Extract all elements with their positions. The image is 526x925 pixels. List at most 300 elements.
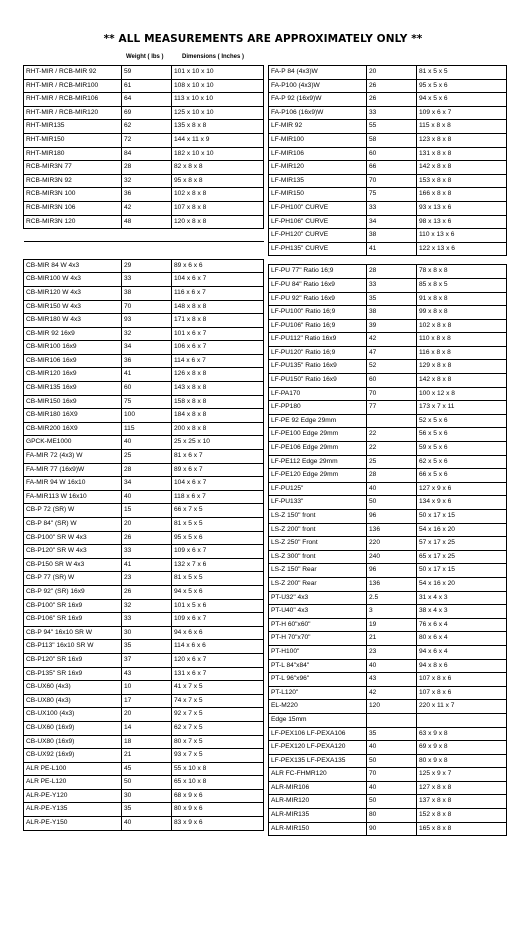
table-row xyxy=(269,292,507,306)
dimensions-cell: 66 x 5 x 6 xyxy=(417,469,507,483)
table-row xyxy=(269,188,507,202)
dimensions-cell: 101 x 6 x 7 xyxy=(172,327,264,341)
model-cell: FA-MIR 72 (4x3) W xyxy=(24,450,122,464)
weight-cell xyxy=(367,414,417,428)
weight-cell: 42 xyxy=(367,333,417,347)
weight-cell: 115 xyxy=(122,422,172,436)
empty-cell xyxy=(367,256,417,265)
dimensions-cell: 52 x 5 x 6 xyxy=(417,414,507,428)
model-cell: RHT-MIR / RCB-MIR120 xyxy=(24,106,122,120)
table-row xyxy=(24,477,264,491)
model-cell: CB-P 72 (SR) W xyxy=(24,504,122,518)
weight-cell: 35 xyxy=(122,803,172,817)
weight-cell: 33 xyxy=(122,273,172,287)
dimensions-cell: 143 x 8 x 8 xyxy=(172,382,264,396)
model-cell: PT-U32" 4x3 xyxy=(269,591,367,605)
weight-cell: 136 xyxy=(367,577,417,591)
weight-cell: 39 xyxy=(367,319,417,333)
dimensions-cell: 131 x 6 x 7 xyxy=(172,667,264,681)
weight-cell: 42 xyxy=(122,201,172,215)
model-cell: CB-MIR200 16X9 xyxy=(24,422,122,436)
table-row xyxy=(269,768,507,782)
dimensions-cell: 126 x 8 x 8 xyxy=(172,368,264,382)
table-row xyxy=(269,242,507,256)
table-row xyxy=(24,653,264,667)
dimensions-cell: 57 x 17 x 25 xyxy=(417,537,507,551)
weight-cell: 72 xyxy=(122,133,172,147)
weight-cell: 40 xyxy=(122,817,172,831)
weight-cell: 20 xyxy=(367,66,417,80)
weight-cell: 23 xyxy=(367,645,417,659)
dimensions-cell: 92 x 7 x 5 xyxy=(172,708,264,722)
dimensions-cell: 107 x 8 x 6 xyxy=(417,686,507,700)
weight-cell: 90 xyxy=(367,822,417,836)
weight-cell: 33 xyxy=(367,201,417,215)
weight-cell: 240 xyxy=(367,550,417,564)
weight-cell: 36 xyxy=(122,354,172,368)
dimensions-cell: 50 x 17 x 15 xyxy=(417,564,507,578)
table-row xyxy=(269,229,507,243)
table-row xyxy=(24,422,264,436)
dimensions-cell: 80 x 7 x 5 xyxy=(172,735,264,749)
dimensions-cell: 89 x 6 x 7 xyxy=(172,463,264,477)
table-row xyxy=(24,106,264,120)
dimensions-cell: 98 x 13 x 6 xyxy=(417,215,507,229)
weight-cell: 33 xyxy=(122,613,172,627)
dimensions-column-header: Dimensions ( Inches ) xyxy=(182,54,245,60)
model-cell: CB-MIR106 16x9 xyxy=(24,354,122,368)
model-cell: LF-PU150" Ratio 16x9 xyxy=(269,374,367,388)
table-row xyxy=(269,374,507,388)
dimensions-cell: 123 x 8 x 8 xyxy=(417,133,507,147)
table-row xyxy=(269,278,507,292)
table-row xyxy=(269,442,507,456)
dimensions-cell: 165 x 8 x 8 xyxy=(417,822,507,836)
model-cell: LF-PU 84" Ratio 16x9 xyxy=(269,278,367,292)
table-row xyxy=(269,700,507,714)
weight-cell: 70 xyxy=(122,300,172,314)
weight-cell: 21 xyxy=(122,749,172,763)
table-row xyxy=(24,382,264,396)
model-cell: PT-L 96"x96" xyxy=(269,673,367,687)
right-measurements-table xyxy=(268,65,507,836)
model-cell: LF-PU112" Ratio 16x9 xyxy=(269,333,367,347)
model-cell: LF-PEX106 LF-PEXA106 xyxy=(269,727,367,741)
table-row xyxy=(269,510,507,524)
table-row xyxy=(24,599,264,613)
weight-cell: 62 xyxy=(122,120,172,134)
dimensions-cell: 125 x 10 x 10 xyxy=(172,106,264,120)
table-row xyxy=(24,749,264,763)
weight-cell: 77 xyxy=(367,401,417,415)
weight-cell: 34 xyxy=(122,341,172,355)
weight-cell: 50 xyxy=(122,776,172,790)
dimensions-cell: 127 x 9 x 6 xyxy=(417,482,507,496)
weight-cell: 41 xyxy=(367,242,417,256)
model-cell: RCB-MIR3N 77 xyxy=(24,161,122,175)
model-cell: CB-MIR120 W 4x3 xyxy=(24,286,122,300)
dimensions-cell: 129 x 8 x 8 xyxy=(417,360,507,374)
model-cell: CB-P100" SR 16x9 xyxy=(24,599,122,613)
table-row xyxy=(269,795,507,809)
weight-cell: 26 xyxy=(367,93,417,107)
model-cell: LF-PE112 Edge 29mm xyxy=(269,455,367,469)
table-row xyxy=(269,482,507,496)
weight-cell: 66 xyxy=(367,161,417,175)
model-cell: LF-PU 92" Ratio 16x9 xyxy=(269,292,367,306)
table-row xyxy=(269,215,507,229)
table-row xyxy=(24,721,264,735)
dimensions-cell: 93 x 13 x 6 xyxy=(417,201,507,215)
model-cell: CB-MIR150 16x9 xyxy=(24,395,122,409)
model-cell: RHT-MIR / RCB-MIR100 xyxy=(24,79,122,93)
model-cell: LS-Z 200" Rear xyxy=(269,577,367,591)
table-row xyxy=(269,387,507,401)
weight-cell: 22 xyxy=(367,428,417,442)
weight-cell: 19 xyxy=(367,618,417,632)
dimensions-cell: 54 x 16 x 20 xyxy=(417,577,507,591)
dimensions-cell: 76 x 6 x 4 xyxy=(417,618,507,632)
table-row xyxy=(269,781,507,795)
table-row xyxy=(269,645,507,659)
model-cell: ALR-MIR135 xyxy=(269,809,367,823)
dimensions-cell: 102 x 8 x 8 xyxy=(417,319,507,333)
dimensions-cell: 114 x 6 x 6 xyxy=(172,640,264,654)
weight-cell: 75 xyxy=(367,188,417,202)
dimensions-cell: 104 x 6 x 7 xyxy=(172,273,264,287)
table-row xyxy=(24,120,264,134)
dimensions-cell: 200 x 8 x 8 xyxy=(172,422,264,436)
model-cell: CB-P100" SR W 4x3 xyxy=(24,531,122,545)
table-row xyxy=(24,300,264,314)
weight-cell: 40 xyxy=(367,741,417,755)
table-row xyxy=(24,518,264,532)
weight-cell: 41 xyxy=(122,558,172,572)
dimensions-cell: 95 x 5 x 6 xyxy=(172,531,264,545)
table-row xyxy=(24,286,264,300)
model-cell: PT-H 70"x70" xyxy=(269,632,367,646)
dimensions-cell: 94 x 5 x 6 xyxy=(417,93,507,107)
model-cell: ALR-MIR150 xyxy=(269,822,367,836)
table-row xyxy=(269,174,507,188)
weight-cell: 23 xyxy=(122,572,172,586)
model-cell: RHT-MIR135 xyxy=(24,120,122,134)
model-cell: RHT-MIR180 xyxy=(24,147,122,161)
weight-cell: 25 xyxy=(367,455,417,469)
empty-cell xyxy=(24,241,122,250)
dimensions-cell: 120 x 6 x 7 xyxy=(172,653,264,667)
table-row xyxy=(269,496,507,510)
weight-cell: 28 xyxy=(122,161,172,175)
model-cell: LF-PU100" Ratio 16;9 xyxy=(269,306,367,320)
dimensions-cell: 31 x 4 x 3 xyxy=(417,591,507,605)
table-row xyxy=(24,341,264,355)
table-row xyxy=(24,558,264,572)
model-cell: LS-Z 150" Rear xyxy=(269,564,367,578)
dimensions-cell: 108 x 10 x 10 xyxy=(172,79,264,93)
model-cell: LF-PH106" CURVE xyxy=(269,215,367,229)
dimensions-cell: 83 x 9 x 6 xyxy=(172,817,264,831)
weight-cell: 64 xyxy=(122,93,172,107)
weight-cell: 2.5 xyxy=(367,591,417,605)
weight-cell: 96 xyxy=(367,510,417,524)
dimensions-cell: 109 x 6 x 7 xyxy=(417,106,507,120)
table-row xyxy=(24,613,264,627)
weight-cell xyxy=(367,713,417,727)
weight-cell: 50 xyxy=(367,754,417,768)
dimensions-cell: 110 x 13 x 6 xyxy=(417,229,507,243)
weight-cell: 28 xyxy=(367,265,417,279)
weight-cell: 43 xyxy=(367,673,417,687)
table-row xyxy=(24,708,264,722)
table-row xyxy=(24,259,264,273)
weight-cell: 50 xyxy=(367,496,417,510)
model-cell: CB-MIR100 16x9 xyxy=(24,341,122,355)
model-cell: Edge 15mm xyxy=(269,713,367,727)
dimensions-cell: 114 x 6 x 7 xyxy=(172,354,264,368)
table-row xyxy=(24,188,264,202)
table-row xyxy=(269,256,507,265)
dimensions-cell: 110 x 8 x 8 xyxy=(417,333,507,347)
weight-cell: 26 xyxy=(367,79,417,93)
table-row xyxy=(269,306,507,320)
dimensions-cell: 93 x 7 x 5 xyxy=(172,749,264,763)
weight-cell: 40 xyxy=(367,482,417,496)
dimensions-cell: 94 x 6 x 6 xyxy=(172,626,264,640)
table-row xyxy=(269,360,507,374)
weight-cell: 84 xyxy=(122,147,172,161)
model-cell: CB-P150 SR W 4x3 xyxy=(24,558,122,572)
dimensions-cell: 113 x 10 x 10 xyxy=(172,93,264,107)
table-row xyxy=(269,79,507,93)
weight-cell: 10 xyxy=(122,681,172,695)
model-cell: FA-P 92 (16x9)W xyxy=(269,93,367,107)
table-row xyxy=(24,174,264,188)
empty-cell xyxy=(172,229,264,242)
model-cell: LF-PH120" CURVE xyxy=(269,229,367,243)
model-cell: CB-MIR120 16x9 xyxy=(24,368,122,382)
dimensions-cell: 25 x 25 x 10 xyxy=(172,436,264,450)
table-row xyxy=(24,735,264,749)
weight-cell: 50 xyxy=(367,795,417,809)
dimensions-cell: 55 x 10 x 8 xyxy=(172,762,264,776)
model-cell: LF-MIR100 xyxy=(269,133,367,147)
table-row xyxy=(269,147,507,161)
table-row xyxy=(24,395,264,409)
weight-cell: 26 xyxy=(122,531,172,545)
model-cell: CB-P120" SR W 4x3 xyxy=(24,545,122,559)
model-cell: ALR-MIR120 xyxy=(269,795,367,809)
empty-cell xyxy=(172,250,264,259)
table-row xyxy=(269,133,507,147)
table-row xyxy=(24,776,264,790)
model-cell: PT-U40" 4x3 xyxy=(269,605,367,619)
weight-cell: 33 xyxy=(122,545,172,559)
table-row xyxy=(24,694,264,708)
weight-cell: 38 xyxy=(367,229,417,243)
model-cell: EL-M220 xyxy=(269,700,367,714)
dimensions-cell: 107 x 8 x 6 xyxy=(417,673,507,687)
dimensions-cell: 78 x 8 x 8 xyxy=(417,265,507,279)
dimensions-cell: 50 x 17 x 15 xyxy=(417,510,507,524)
left-measurements-table xyxy=(23,65,264,831)
table-row xyxy=(269,741,507,755)
model-cell: FA-MIR113 W 16x10 xyxy=(24,490,122,504)
table-row xyxy=(24,133,264,147)
dimensions-cell: 171 x 8 x 8 xyxy=(172,314,264,328)
weight-cell: 80 xyxy=(367,809,417,823)
empty-cell xyxy=(417,256,507,265)
table-row xyxy=(24,409,264,423)
weight-cell: 30 xyxy=(122,626,172,640)
model-cell: LF-MIR106 xyxy=(269,147,367,161)
model-cell: LF-PE120 Edge 29mm xyxy=(269,469,367,483)
weight-cell: 32 xyxy=(122,327,172,341)
dimensions-cell: 94 x 6 x 4 xyxy=(417,645,507,659)
model-cell: LF-PEX120 LF-PEXA120 xyxy=(269,741,367,755)
table-row xyxy=(24,817,264,831)
model-cell: ALR-PE-Y135 xyxy=(24,803,122,817)
dimensions-cell: 89 x 6 x 6 xyxy=(172,259,264,273)
dimensions-cell: 59 x 5 x 6 xyxy=(417,442,507,456)
model-cell: LF-PH100" CURVE xyxy=(269,201,367,215)
model-cell: PT-H100" xyxy=(269,645,367,659)
dimensions-cell: 81 x 5 x 5 xyxy=(172,518,264,532)
dimensions-cell: 68 x 9 x 6 xyxy=(172,789,264,803)
dimensions-cell: 148 x 8 x 8 xyxy=(172,300,264,314)
model-cell: CB-P 92" (SR) 16x9 xyxy=(24,585,122,599)
table-row xyxy=(24,572,264,586)
dimensions-cell: 80 x 9 x 8 xyxy=(417,754,507,768)
weight-cell: 15 xyxy=(122,504,172,518)
model-cell: LF-PP180 xyxy=(269,401,367,415)
dimensions-cell: 38 x 4 x 3 xyxy=(417,605,507,619)
weight-cell: 136 xyxy=(367,523,417,537)
table-row xyxy=(24,241,264,250)
model-cell: PT-L120" xyxy=(269,686,367,700)
model-cell: RCB-MIR3N 120 xyxy=(24,215,122,229)
model-cell: LF-PU120" Ratio 16;9 xyxy=(269,346,367,360)
table-row xyxy=(269,605,507,619)
table-row xyxy=(24,314,264,328)
model-cell: LS-Z 200" front xyxy=(269,523,367,537)
empty-cell xyxy=(122,241,172,250)
weight-cell: 100 xyxy=(122,409,172,423)
table-row xyxy=(24,79,264,93)
weight-cell: 70 xyxy=(367,768,417,782)
dimensions-cell: 102 x 8 x 8 xyxy=(172,188,264,202)
table-row xyxy=(269,106,507,120)
dimensions-cell: 135 x 8 x 8 xyxy=(172,120,264,134)
model-cell: FA-MIR 77 (16x9)W xyxy=(24,463,122,477)
dimensions-cell: 54 x 16 x 20 xyxy=(417,523,507,537)
table-row xyxy=(269,523,507,537)
model-cell: LF-PEX135 LF-PEXA135 xyxy=(269,754,367,768)
table-row xyxy=(24,789,264,803)
dimensions-cell: 95 x 5 x 6 xyxy=(417,79,507,93)
table-row xyxy=(269,93,507,107)
dimensions-cell: 166 x 8 x 8 xyxy=(417,188,507,202)
dimensions-cell: 101 x 5 x 6 xyxy=(172,599,264,613)
weight-cell: 75 xyxy=(122,395,172,409)
weight-cell: 70 xyxy=(367,387,417,401)
model-cell: LS-Z 150" front xyxy=(269,510,367,524)
model-cell: GPCK-ME1000 xyxy=(24,436,122,450)
dimensions-cell: 99 x 8 x 8 xyxy=(417,306,507,320)
model-cell: CB-UX80 (4x3) xyxy=(24,694,122,708)
weight-cell: 33 xyxy=(367,278,417,292)
model-cell: FA-MIR 94 W 16x10 xyxy=(24,477,122,491)
model-cell: CB-P 94" 16x10 SR W xyxy=(24,626,122,640)
model-cell: FA-P106 (16x9)W xyxy=(269,106,367,120)
dimensions-cell: 134 x 9 x 6 xyxy=(417,496,507,510)
table-row xyxy=(269,161,507,175)
model-cell: RHT-MIR / RCB-MIR 92 xyxy=(24,66,122,80)
dimensions-cell: 80 x 6 x 4 xyxy=(417,632,507,646)
model-cell: LF-PU135" Ratio 16x9 xyxy=(269,360,367,374)
model-cell: PT-L 84"x84" xyxy=(269,659,367,673)
model-cell: ALR-PE-Y120 xyxy=(24,789,122,803)
dimensions-cell: 131 x 8 x 8 xyxy=(417,147,507,161)
weight-cell: 35 xyxy=(367,292,417,306)
dimensions-cell: 62 x 7 x 5 xyxy=(172,721,264,735)
dimensions-cell: 144 x 11 x 9 xyxy=(172,133,264,147)
dimensions-cell: 62 x 5 x 6 xyxy=(417,455,507,469)
table-row xyxy=(24,229,264,242)
weight-cell: 37 xyxy=(122,653,172,667)
dimensions-cell: 66 x 7 x 5 xyxy=(172,504,264,518)
table-row xyxy=(269,686,507,700)
model-cell: RCB-MIR3N 100 xyxy=(24,188,122,202)
weight-cell: 20 xyxy=(122,708,172,722)
model-cell: ALR PE-L120 xyxy=(24,776,122,790)
model-cell: CB-P106" SR 16x9 xyxy=(24,613,122,627)
dimensions-cell: 100 x 12 x 8 xyxy=(417,387,507,401)
empty-cell xyxy=(24,250,122,259)
dimensions-cell: 91 x 8 x 8 xyxy=(417,292,507,306)
table-row xyxy=(24,762,264,776)
table-row xyxy=(269,265,507,279)
dimensions-cell: 65 x 17 x 25 xyxy=(417,550,507,564)
table-row xyxy=(24,490,264,504)
dimensions-cell: 85 x 8 x 5 xyxy=(417,278,507,292)
model-cell: LS-Z 300" front xyxy=(269,550,367,564)
model-cell: FA-P 84 (4x3)W xyxy=(269,66,367,80)
model-cell: ALR-PE-Y150 xyxy=(24,817,122,831)
weight-cell: 25 xyxy=(122,450,172,464)
weight-cell: 96 xyxy=(367,564,417,578)
dimensions-cell: 118 x 6 x 7 xyxy=(172,490,264,504)
model-cell: LF-MIR 92 xyxy=(269,120,367,134)
table-row xyxy=(24,640,264,654)
model-cell: FA-P100 (4x3)W xyxy=(269,79,367,93)
empty-cell xyxy=(122,250,172,259)
dimensions-cell: 101 x 10 x 10 xyxy=(172,66,264,80)
model-cell: RHT-MIR150 xyxy=(24,133,122,147)
dimensions-cell: 115 x 8 x 8 xyxy=(417,120,507,134)
model-cell: CB-MIR135 16x9 xyxy=(24,382,122,396)
weight-cell: 32 xyxy=(122,174,172,188)
model-cell: LF-PA170 xyxy=(269,387,367,401)
dimensions-cell: 153 x 8 x 8 xyxy=(417,174,507,188)
model-cell: LF-PU 77" Ratio 16;9 xyxy=(269,265,367,279)
weight-cell: 28 xyxy=(122,463,172,477)
model-cell: CB-MIR180 W 4x3 xyxy=(24,314,122,328)
table-row xyxy=(24,681,264,695)
table-row xyxy=(24,201,264,215)
model-cell: CB-MIR 92 16x9 xyxy=(24,327,122,341)
empty-cell xyxy=(24,229,122,242)
